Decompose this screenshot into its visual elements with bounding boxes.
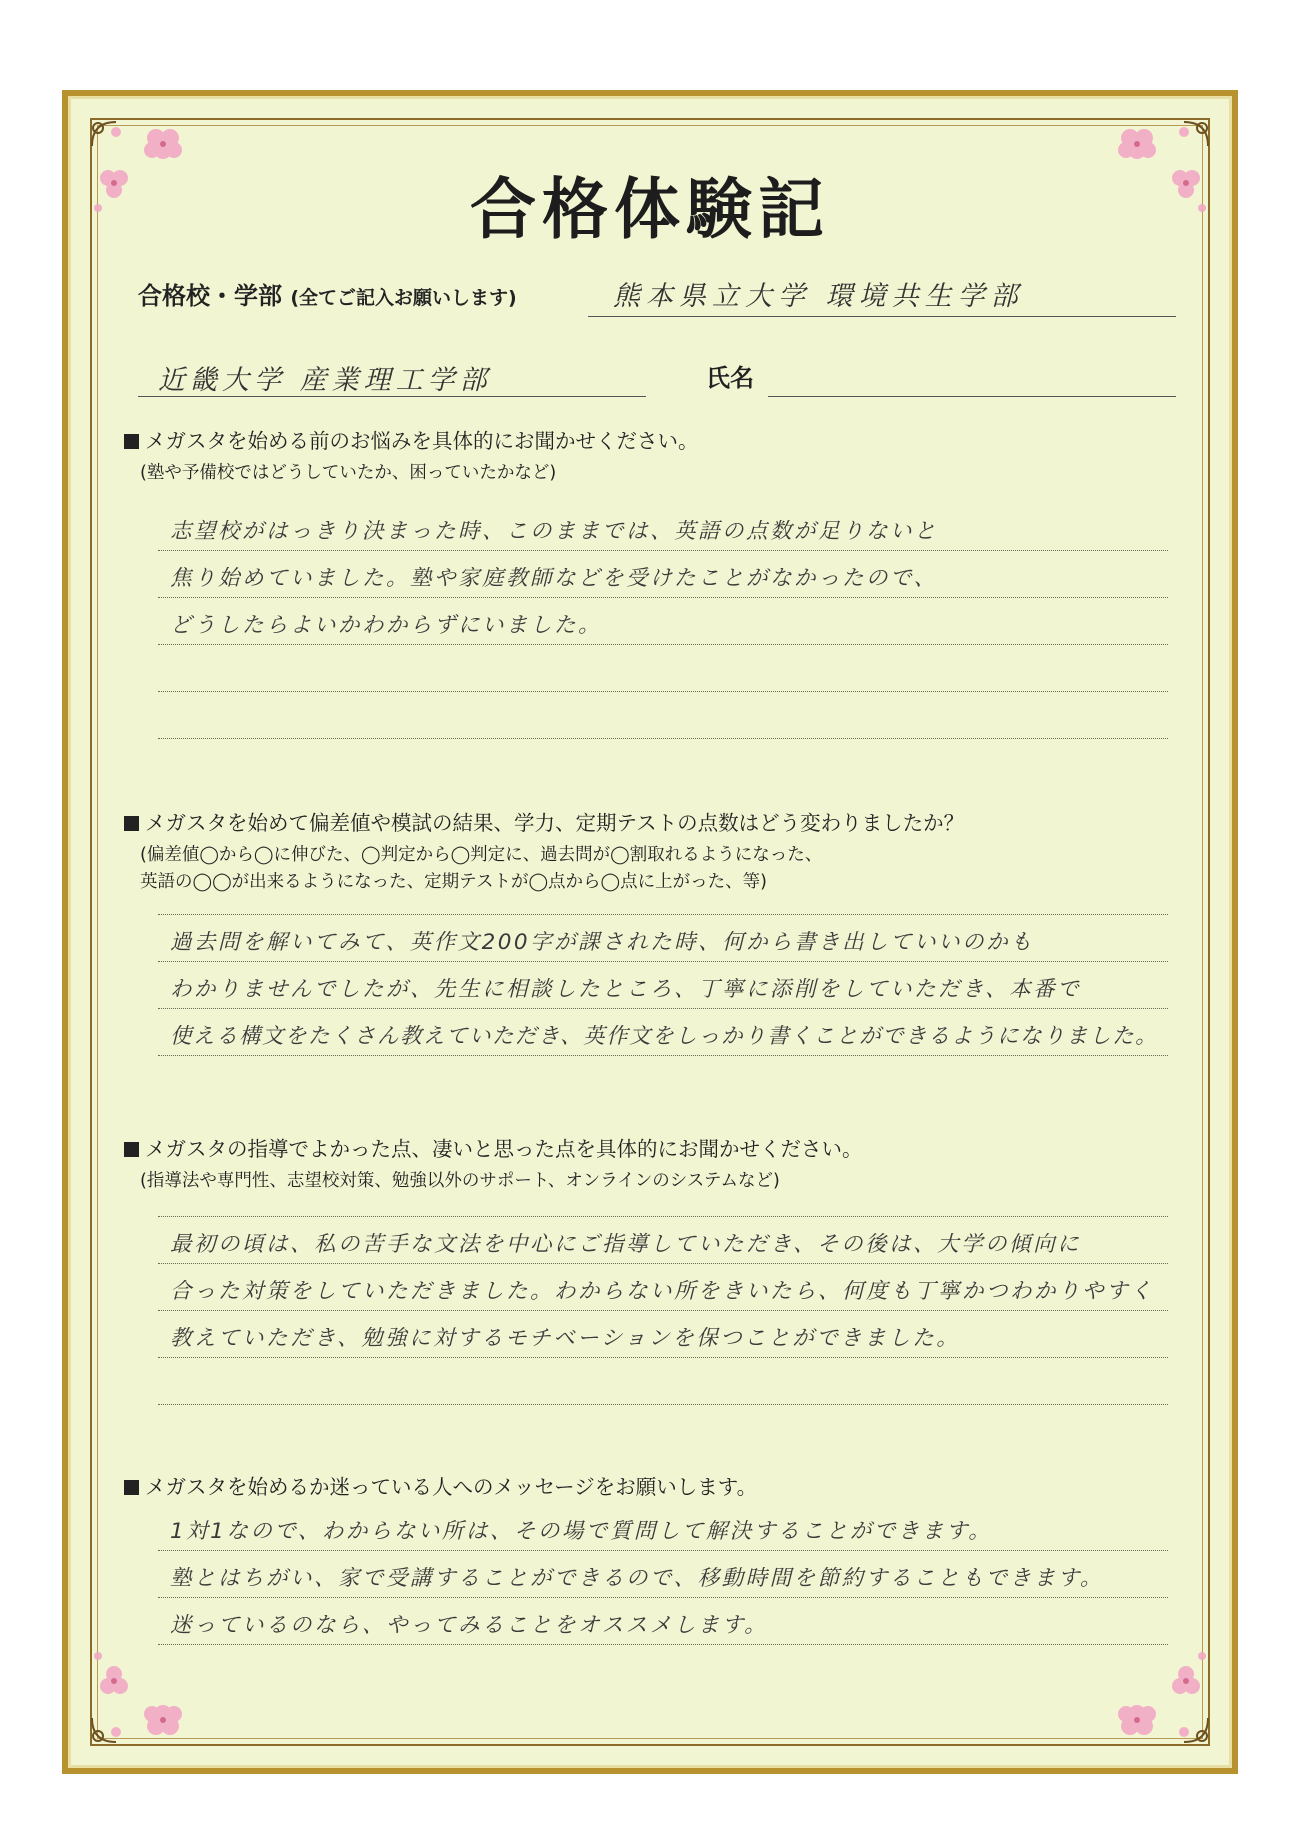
question-2-note-2: 英語の◯◯が出来るようになった、定期テストが◯点から◯点に上がった、等) xyxy=(140,872,767,893)
page-title: 合格体験記 xyxy=(470,170,830,248)
question-4-text: メガスタを始めるか迷っている人へのメッセージをお願いします。 xyxy=(145,1475,758,1499)
school-label-text: 合格校・学部 xyxy=(138,282,282,310)
answer-line xyxy=(158,692,1168,739)
answer-1 xyxy=(158,504,1168,739)
name-field[interactable] xyxy=(768,396,1176,397)
answer-line: 最初の頃は、私の苦手な文法を中心にご指導していただき、その後は、大学の傾向に xyxy=(158,1217,1168,1264)
answer-line: 焦り始めていました。塾や家庭教師などを受けたことがなかったので、 xyxy=(158,551,1168,598)
answer-line: 教えていただき、勉強に対するモチベーションを保つことができました。 xyxy=(158,1311,1168,1358)
cherry-blossom-icon xyxy=(86,1628,206,1748)
certificate-frame xyxy=(62,90,1238,1774)
question-1-note: (塾や予備校ではどうしていたか、困っていたかなど) xyxy=(140,463,557,483)
square-bullet-icon xyxy=(124,1142,139,1157)
square-bullet-icon xyxy=(124,1480,139,1495)
answer-line: 塾とはちがい、家で受講することができるので、移動時間を節約することもできます。 xyxy=(158,1551,1168,1598)
name-label: 氏名 xyxy=(706,364,754,392)
school-note: (全てご記入お願いします) xyxy=(290,287,517,309)
answer-line: 志望校がはっきり決まった時、このままでは、英語の点数が足りないと xyxy=(158,504,1168,551)
answer-line: 使える構文をたくさん教えていただき、英作文をしっかり書くことができるようになりました。 xyxy=(158,1009,1168,1056)
answer-line: わかりませんでしたが、先生に相談したところ、丁寧に添削をしていただき、本番で xyxy=(158,962,1168,1009)
question-3-note: (指導法や専門性、志望校対策、勉強以外のサポート、オンラインのシステムなど) xyxy=(140,1171,780,1191)
school-underline-2 xyxy=(138,396,646,397)
school-label xyxy=(138,276,517,311)
school-value-1: 熊本県立大学 環境共生学部 xyxy=(613,281,1024,312)
answer-3 xyxy=(158,1216,1168,1405)
answer-line: 1対1なので、わからない所は、その場で質問して解決することができます。 xyxy=(158,1504,1168,1551)
question-4 xyxy=(124,1470,757,1500)
answer-2 xyxy=(158,914,1168,1056)
square-bullet-icon xyxy=(124,434,139,449)
question-1 xyxy=(124,424,699,487)
answer-line: 迷っているのなら、やってみることをオススメします。 xyxy=(158,1598,1168,1645)
school-value-2: 近畿大学 産業理工学部 xyxy=(158,365,492,396)
school-underline-1 xyxy=(588,316,1176,317)
answer-line: どうしたらよいかわからずにいました。 xyxy=(158,598,1168,645)
cherry-blossom-icon xyxy=(1094,1628,1214,1748)
answer-line xyxy=(158,1358,1168,1405)
question-2-text: メガスタを始めて偏差値や模試の結果、学力、定期テストの点数はどう変わりましたか？ xyxy=(145,811,965,835)
question-1-text: メガスタを始める前のお悩みを具体的にお聞かせください。 xyxy=(145,429,699,453)
square-bullet-icon xyxy=(124,816,139,831)
answer-line xyxy=(158,645,1168,692)
question-2 xyxy=(124,806,964,896)
question-3 xyxy=(124,1132,863,1195)
question-2-note-1: (偏差値◯から◯に伸びた、◯判定から◯判定に、過去問が◯割取れるようになった、 xyxy=(140,845,823,865)
answer-line: 合った対策をしていただきました。わからない所をきいたら、何度も丁寧かつわかりやすく xyxy=(158,1264,1168,1311)
answer-line: 過去問を解いてみて、英作文200字が課された時、何から書き出していいのかも xyxy=(158,915,1168,962)
answer-4 xyxy=(158,1504,1168,1645)
question-3-text: メガスタの指導でよかった点、凄いと思った点を具体的にお聞かせください。 xyxy=(145,1137,863,1161)
